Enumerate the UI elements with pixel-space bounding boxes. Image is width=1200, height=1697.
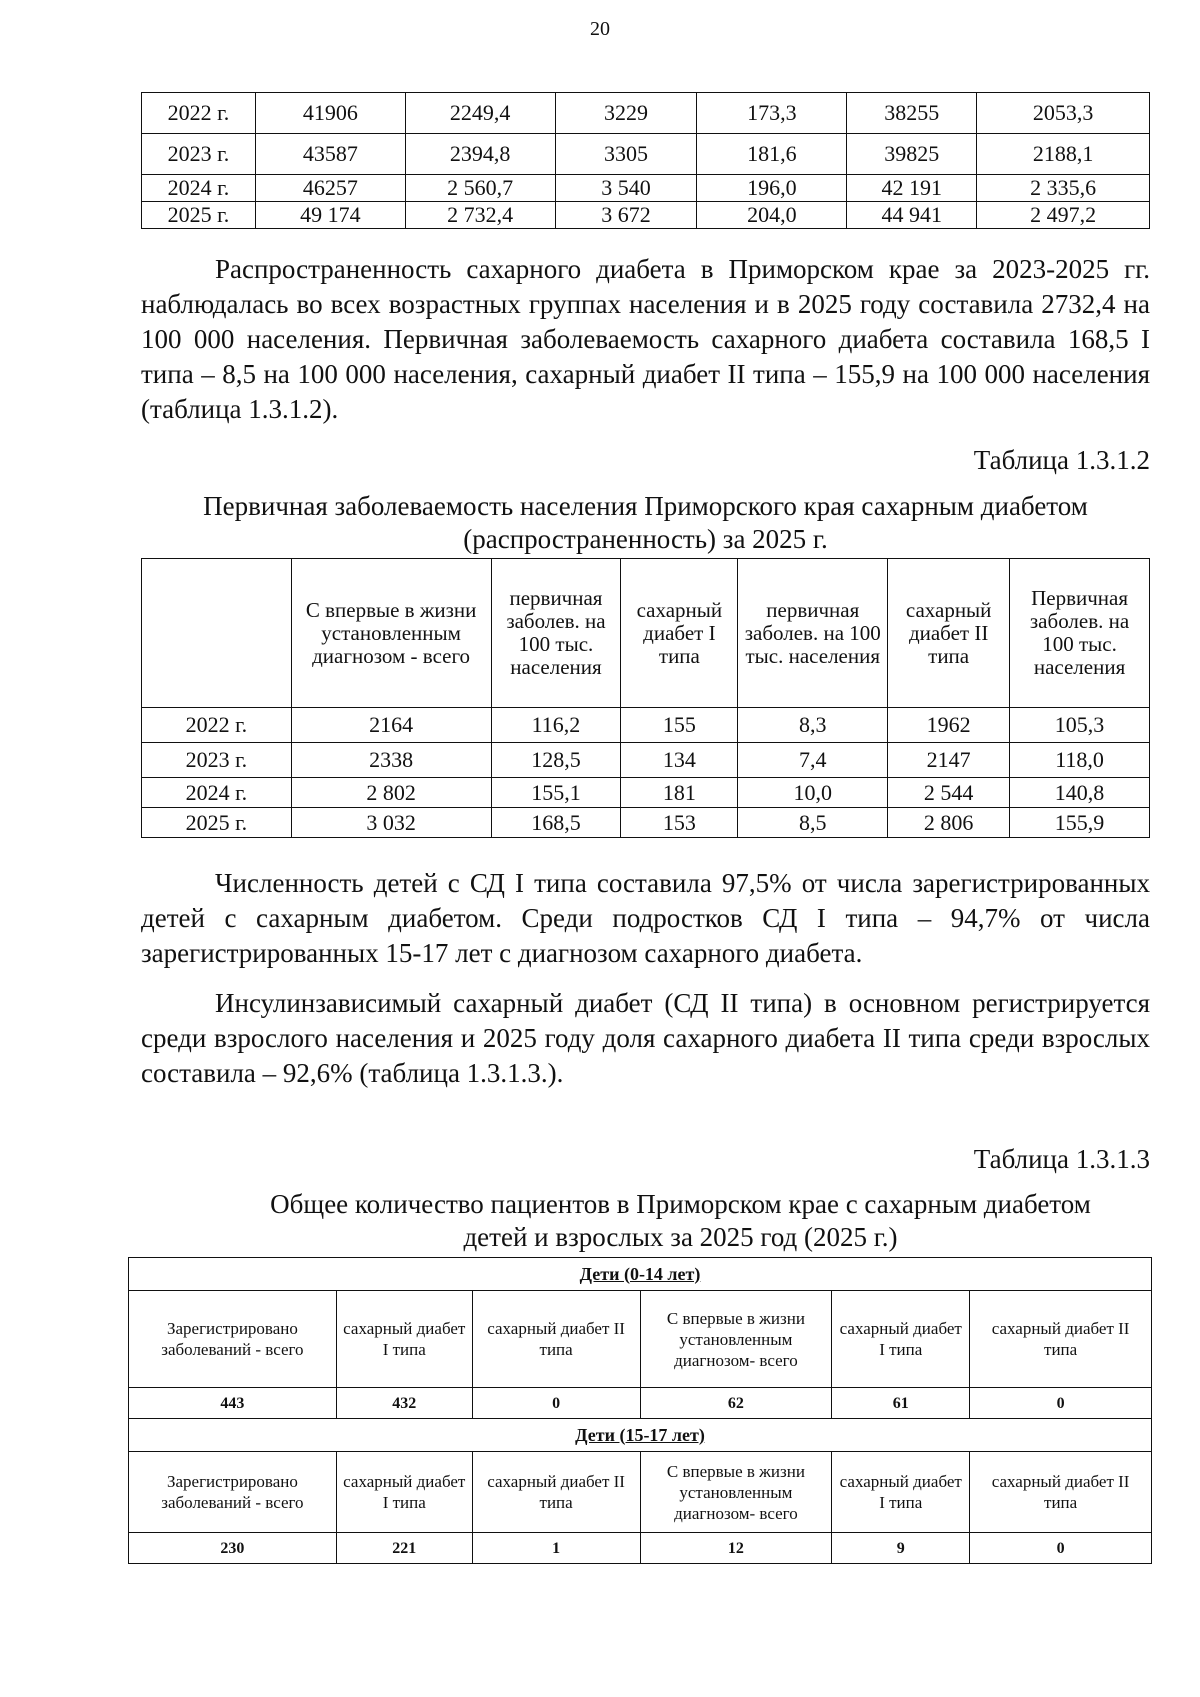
- table-cell: 2 544: [888, 778, 1010, 808]
- table-cell: 155,9: [1010, 808, 1150, 838]
- header-cell: сахарный диабет II типа: [888, 559, 1010, 708]
- table-cell: 2 497,2: [977, 202, 1150, 229]
- header-cell: С впервые в жизни установленным диагнозом- всего: [640, 1452, 832, 1533]
- table-header-row: [129, 1291, 1152, 1388]
- table-cell: 2023 г.: [142, 743, 292, 778]
- table-cell: 9: [832, 1533, 970, 1564]
- table-cell: 181,6: [697, 134, 847, 175]
- header-cell: сахарный диабет I типа: [832, 1452, 970, 1533]
- table-cell: 153: [621, 808, 738, 838]
- table-cell: 173,3: [697, 93, 847, 134]
- table-row: [142, 202, 1150, 229]
- header-cell: сахарный диабет II типа: [472, 1452, 640, 1533]
- header-cell: сахарный диабет I типа: [336, 1452, 472, 1533]
- table-header-row: [142, 559, 1150, 708]
- table-cell: 432: [336, 1388, 472, 1419]
- table-cell: 140,8: [1010, 778, 1150, 808]
- group-title-text: Дети (0-14 лет): [579, 1263, 701, 1284]
- table-cell: 43587: [255, 134, 405, 175]
- table-cell: 2 732,4: [405, 202, 555, 229]
- table-row: [142, 708, 1150, 743]
- table-cell: 105,3: [1010, 708, 1150, 743]
- prevalence-table-continued: [141, 92, 1150, 229]
- header-cell: С впервые в жизни установленным диагнозом - всего: [291, 559, 491, 708]
- table-cell: 128,5: [491, 743, 621, 778]
- paragraph-prevalence: Распространенность сахарного диабета в Приморском крае за 2023-2025 гг. наблюдалась во всех возрастных группах населения и в 2025 году составила 2732,4 на 100 000 населения. Первичная заболеваемость сахарного диабета составила 168,5 I типа – 8,5 на 100 000 населения, сахарный диабет II типа – 155,9 на 100 000 населения (таблица 1.3.1.2).: [141, 254, 1150, 424]
- table-cell: 2022 г.: [142, 708, 292, 743]
- header-cell: Первичная заболев. на 100 тыс. населения: [1010, 559, 1150, 708]
- header-cell: сахарный диабет II типа: [970, 1291, 1152, 1388]
- table-cell: 42 191: [847, 175, 977, 202]
- primary-incidence-table: [141, 558, 1150, 838]
- table-cell: 2394,8: [405, 134, 555, 175]
- table-cell: 2024 г.: [142, 778, 292, 808]
- table-cell: 2249,4: [405, 93, 555, 134]
- table3-caption-line2: детей и взрослых за 2025 год (2025 г.): [463, 1222, 898, 1252]
- table-cell: 2024 г.: [142, 175, 256, 202]
- group-title-children-15-17: [129, 1419, 1152, 1452]
- table2-label: Таблица 1.3.1.2: [973, 445, 1150, 475]
- table-cell: 2164: [291, 708, 491, 743]
- table-cell: 2 802: [291, 778, 491, 808]
- table-cell: 8,5: [738, 808, 888, 838]
- table-cell: 134: [621, 743, 738, 778]
- table-cell: 118,0: [1010, 743, 1150, 778]
- paragraph-type2: Инсулинзависимый сахарный диабет (СД II типа) в основном регистрируется среди взрослого населения и 2025 году доля сахарного диабета II типа среди взрослых составила – 92,6% (таблица 1.3.1.3.).: [141, 988, 1150, 1088]
- table-cell: 1962: [888, 708, 1010, 743]
- table-cell: 2023 г.: [142, 134, 256, 175]
- table-row: [142, 175, 1150, 202]
- table-cell: 8,3: [738, 708, 888, 743]
- header-cell: первичная заболев. на 100 тыс. населения: [738, 559, 888, 708]
- header-cell: С впервые в жизни установленным диагнозом- всего: [640, 1291, 832, 1388]
- table-cell: 2025 г.: [142, 202, 256, 229]
- table-cell: 2053,3: [977, 93, 1150, 134]
- group-header-row: [129, 1419, 1152, 1452]
- table3-label: Таблица 1.3.1.3: [973, 1144, 1150, 1174]
- table-cell: 12: [640, 1533, 832, 1564]
- table-cell: 3229: [555, 93, 697, 134]
- table-cell: 2 560,7: [405, 175, 555, 202]
- table-cell: 2188,1: [977, 134, 1150, 175]
- table-cell: 38255: [847, 93, 977, 134]
- group-header-row: [129, 1258, 1152, 1291]
- table-cell: 0: [970, 1388, 1152, 1419]
- table-cell: 10,0: [738, 778, 888, 808]
- table-cell: 2 806: [888, 808, 1010, 838]
- table-cell: 155: [621, 708, 738, 743]
- table-header-row: [129, 1452, 1152, 1533]
- paragraph-children: Численность детей с СД I типа составила 97,5% от числа зарегистрированных детей с сахарным диабетом. Среди подростков СД I типа – 94,7% от числа зарегистрированных 15-17 лет с диагнозом сахарного диабета.: [141, 868, 1150, 968]
- table-cell: 3 032: [291, 808, 491, 838]
- table-cell: 116,2: [491, 708, 621, 743]
- table-cell: 155,1: [491, 778, 621, 808]
- table-row: [129, 1388, 1152, 1419]
- header-cell: Зарегистрировано заболеваний - всего: [129, 1291, 337, 1388]
- table-row: [142, 778, 1150, 808]
- table-cell: 0: [472, 1388, 640, 1419]
- header-cell: первичная заболев. на 100 тыс. населения: [491, 559, 621, 708]
- table-cell: 49 174: [255, 202, 405, 229]
- table-cell: 2022 г.: [142, 93, 256, 134]
- table2-caption-line2: (распространенность) за 2025 г.: [463, 524, 828, 554]
- table-cell: 221: [336, 1533, 472, 1564]
- table-cell: 3 540: [555, 175, 697, 202]
- table-cell: 62: [640, 1388, 832, 1419]
- header-cell: [142, 559, 292, 708]
- table-row: [129, 1533, 1152, 1564]
- header-cell: сахарный диабет I типа: [621, 559, 738, 708]
- patients-children-table: [128, 1257, 1152, 1564]
- table-cell: 2 335,6: [977, 175, 1150, 202]
- page-number: 20: [590, 18, 610, 40]
- table-row: [142, 743, 1150, 778]
- table-cell: 41906: [255, 93, 405, 134]
- table-cell: 2338: [291, 743, 491, 778]
- table-cell: 230: [129, 1533, 337, 1564]
- table-cell: 46257: [255, 175, 405, 202]
- header-cell: сахарный диабет I типа: [336, 1291, 472, 1388]
- group-title-text: Дети (15-17 лет): [575, 1424, 705, 1445]
- table-cell: 181: [621, 778, 738, 808]
- header-cell: сахарный диабет I типа: [832, 1291, 970, 1388]
- header-cell: Зарегистрировано заболеваний - всего: [129, 1452, 337, 1533]
- table2-caption-line1: Первичная заболеваемость населения Приморского края сахарным диабетом: [203, 491, 1088, 521]
- table-cell: 2025 г.: [142, 808, 292, 838]
- table-row: [142, 93, 1150, 134]
- table-row: [142, 134, 1150, 175]
- table-cell: 443: [129, 1388, 337, 1419]
- table-cell: 1: [472, 1533, 640, 1564]
- table-cell: 168,5: [491, 808, 621, 838]
- table-cell: 196,0: [697, 175, 847, 202]
- table-cell: 2147: [888, 743, 1010, 778]
- table-cell: 204,0: [697, 202, 847, 229]
- header-cell: сахарный диабет II типа: [472, 1291, 640, 1388]
- table-cell: 3 672: [555, 202, 697, 229]
- table-row: [142, 808, 1150, 838]
- table-cell: 0: [970, 1533, 1152, 1564]
- table-cell: 44 941: [847, 202, 977, 229]
- group-title-children-0-14: [129, 1258, 1152, 1291]
- table-cell: 3305: [555, 134, 697, 175]
- header-cell: сахарный диабет II типа: [970, 1452, 1152, 1533]
- table3-caption-line1: Общее количество пациентов в Приморском крае с сахарным диабетом: [270, 1189, 1091, 1219]
- table-cell: 61: [832, 1388, 970, 1419]
- table-cell: 7,4: [738, 743, 888, 778]
- table-cell: 39825: [847, 134, 977, 175]
